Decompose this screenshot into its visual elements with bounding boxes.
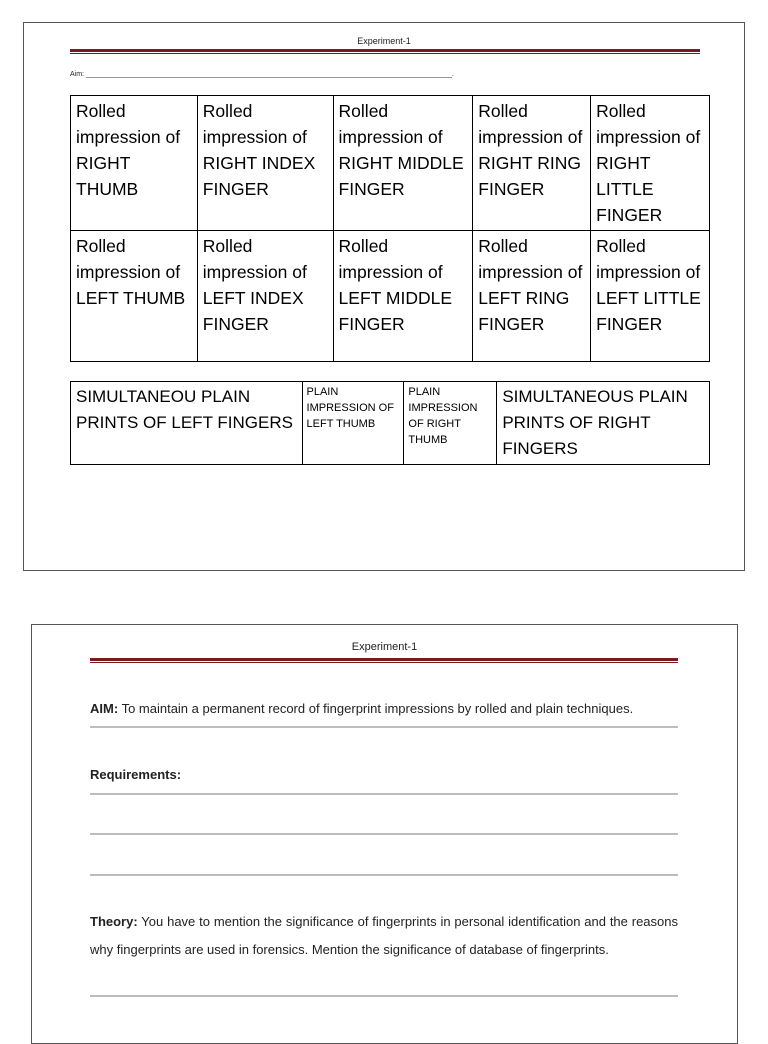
requirements-label: Requirements: [90, 767, 182, 782]
plain-cell-left-thumb: PLAIN IMPRESSION OF LEFT THUMB [302, 382, 404, 465]
theory-paragraph [90, 908, 678, 964]
aim-label: AIM: [90, 701, 119, 716]
plain-cell-right-thumb: PLAIN IMPRESSION OF RIGHT THUMB [404, 382, 497, 465]
table-row [71, 382, 710, 465]
page-header-title: Experiment-1 [357, 36, 411, 46]
rolled-cell-right-thumb: Rolled impression of RIGHT THUMB [71, 96, 198, 231]
table-row [71, 231, 710, 362]
aim-blank: ______________________________________________________________________________________________. [85, 71, 454, 78]
aim-line [70, 71, 454, 78]
rolled-cell-right-middle: Rolled impression of RIGHT MIDDLE FINGER [333, 96, 473, 231]
worksheet-page [23, 22, 745, 571]
answer-line [90, 995, 678, 997]
rolled-cell-left-middle: Rolled impression of LEFT MIDDLE FINGER [333, 231, 473, 362]
header-rule [90, 658, 678, 663]
rolled-impressions-table [70, 95, 710, 362]
rolled-cell-left-ring: Rolled impression of LEFT RING FINGER [473, 231, 591, 362]
rolled-cell-left-thumb: Rolled impression of LEFT THUMB [71, 231, 198, 362]
plain-cell-left-fingers: SIMULTANEOU PLAIN PRINTS OF LEFT FINGERS [71, 382, 303, 465]
rolled-cell-left-index: Rolled impression of LEFT INDEX FINGER [197, 231, 333, 362]
aim-label: Aim: [70, 71, 84, 78]
aim-text: To maintain a permanent record of fingerprint impressions by rolled and plain techniques. [121, 701, 634, 716]
theory-text: You have to mention the significance of fingerprints in personal identification and the reasons why fingerprints are used in forensics. Mention the significance of database of fingerprints. [90, 914, 678, 957]
theory-label: Theory: [90, 914, 138, 929]
rolled-cell-right-index: Rolled impression of RIGHT INDEX FINGER [197, 96, 333, 231]
header-rule [70, 49, 700, 54]
page-header-title: Experiment-1 [351, 641, 418, 653]
rolled-cell-right-ring: Rolled impression of RIGHT RING FINGER [473, 96, 591, 231]
plain-impressions-table [70, 381, 710, 465]
answer-line [90, 833, 678, 835]
answer-line [90, 726, 678, 728]
experiment-page [31, 624, 738, 1044]
table-row [71, 96, 710, 231]
aim-paragraph [90, 695, 678, 723]
plain-cell-right-fingers: SIMULTANEOUS PLAIN PRINTS OF RIGHT FINGERS [497, 382, 710, 465]
answer-line [90, 793, 678, 795]
requirements-heading [90, 761, 678, 789]
answer-line [90, 874, 678, 876]
rolled-cell-left-little: Rolled impression of LEFT LITTLE FINGER [591, 231, 710, 362]
rolled-cell-right-little: Rolled impression of RIGHT LITTLE FINGER [591, 96, 710, 231]
